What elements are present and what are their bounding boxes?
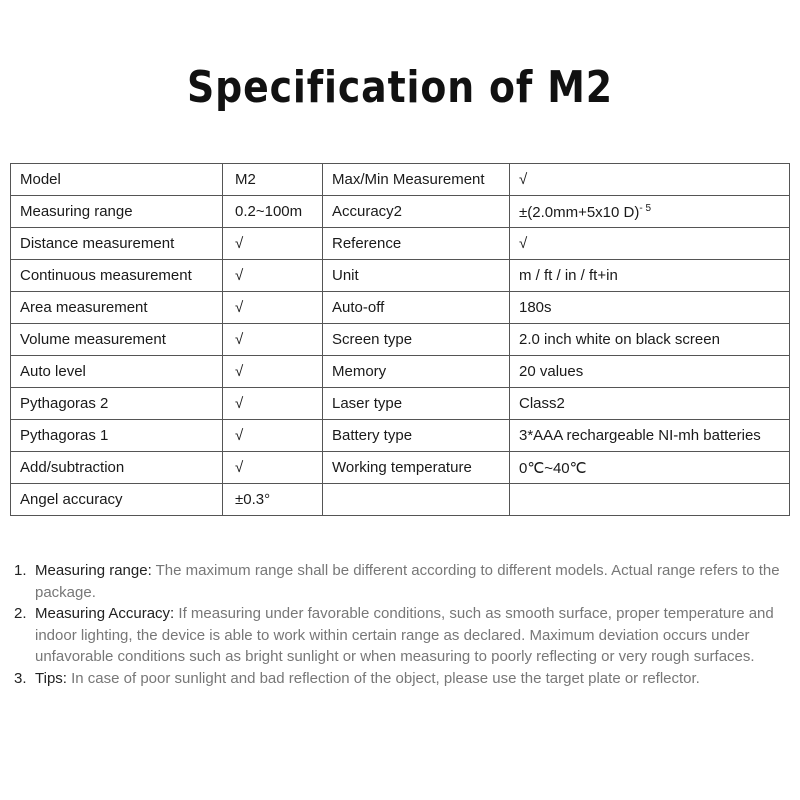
spec-label: Reference: [323, 228, 510, 260]
spec-label: Auto-off: [323, 292, 510, 324]
table-row: [11, 228, 790, 260]
table-row: [11, 164, 790, 196]
footnote-heading: Measuring Accuracy:: [35, 605, 175, 622]
spec-value: m / ft / in / ft+in: [510, 260, 790, 292]
spec-value: 3*AAA rechargeable NI-mh batteries: [510, 420, 790, 452]
table-row: [11, 452, 790, 484]
spec-value: [510, 484, 790, 516]
spec-value: √: [223, 452, 323, 484]
footnote-item: [14, 668, 784, 690]
page-title: Specification of M2: [187, 62, 613, 113]
footnote-item: [14, 560, 784, 603]
spec-label: Pythagoras 2: [11, 388, 223, 420]
spec-label: Working temperature: [323, 452, 510, 484]
spec-value: 0℃~40℃: [510, 452, 790, 484]
footnote-text: If measuring under favorable conditions, such as smooth surface, proper temperature and indoor lighting, the device is able to work within certain range as declared. Maximum deviation occurs under unfavorable conditions such as bright sunlight or when measuring to poorly reflecting or very rough surfaces.: [35, 605, 774, 665]
spec-value: [510, 196, 790, 228]
spec-value: 2.0 inch white on black screen: [510, 324, 790, 356]
spec-value: √: [510, 164, 790, 196]
specification-table: [10, 163, 790, 516]
footnotes-list: [14, 560, 784, 689]
table-row: [11, 196, 790, 228]
table-row: [11, 388, 790, 420]
spec-label: Angel accuracy: [11, 484, 223, 516]
spec-value: √: [223, 356, 323, 388]
footnote-item: [14, 603, 784, 668]
spec-label: Battery type: [323, 420, 510, 452]
footnote-text: In case of poor sunlight and bad reflection of the object, please use the target plate or reflector.: [66, 669, 700, 687]
spec-label: Measuring range: [11, 196, 223, 228]
table-row: [11, 356, 790, 388]
spec-value: √: [510, 228, 790, 260]
spec-label: Area measurement: [11, 292, 223, 324]
spec-label: Continuous measurement: [11, 260, 223, 292]
table-row: [11, 484, 790, 516]
table-row: [11, 324, 790, 356]
table-row: [11, 420, 790, 452]
spec-value: 0.2~100m: [223, 196, 323, 228]
spec-value: M2: [223, 164, 323, 196]
spec-label: Laser type: [323, 388, 510, 420]
spec-value: √: [223, 228, 323, 260]
accuracy-value: ±(2.0mm+5x10 D): [519, 203, 640, 221]
spec-value: ±0.3°: [223, 484, 323, 516]
spec-label: Max/Min Measurement: [323, 164, 510, 196]
accuracy-exponent: - 5: [639, 202, 652, 214]
footnote-number: 3.: [14, 669, 27, 687]
spec-label: Add/subtraction: [11, 452, 223, 484]
spec-value: √: [223, 292, 323, 324]
spec-value: 180s: [510, 292, 790, 324]
spec-value: Class2: [510, 388, 790, 420]
spec-value: √: [223, 420, 323, 452]
footnote-heading: Measuring range:: [35, 562, 152, 579]
footnote-number: 1.: [14, 562, 27, 579]
spec-label: Pythagoras 1: [11, 420, 223, 452]
table-row: [11, 292, 790, 324]
footnote-text: The maximum range shall be different according to different models. Actual range refers to the package.: [35, 562, 780, 601]
table-row: [11, 260, 790, 292]
spec-label: Screen type: [323, 324, 510, 356]
spec-value: √: [223, 260, 323, 292]
spec-label: Volume measurement: [11, 324, 223, 356]
spec-value: √: [223, 324, 323, 356]
footnote-heading: Tips:: [35, 669, 67, 687]
spec-label: Auto level: [11, 356, 223, 388]
spec-value: √: [223, 388, 323, 420]
spec-label: Memory: [323, 356, 510, 388]
footnote-number: 2.: [14, 605, 27, 622]
spec-label: Unit: [323, 260, 510, 292]
spec-label: Accuracy2: [323, 196, 510, 228]
spec-value: 20 values: [510, 356, 790, 388]
spec-label: Model: [11, 164, 223, 196]
spec-label: [323, 484, 510, 516]
spec-label: Distance measurement: [11, 228, 223, 260]
